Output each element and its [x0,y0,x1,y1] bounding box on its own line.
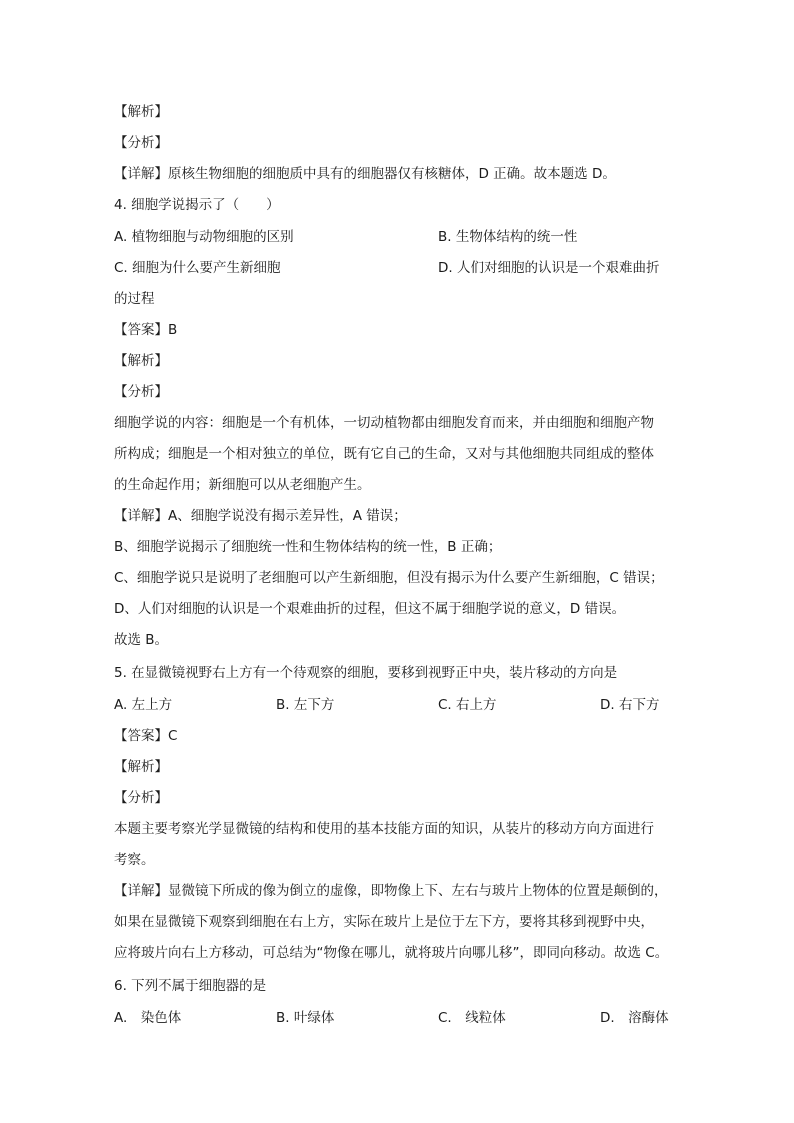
q6-stem: 6. 下列不属于细胞器的是 [114,978,267,994]
q6-option-a: A. 染色体 [114,1010,182,1026]
q4-jiexi-label: 【解析】 [114,353,168,369]
q4-analysis-line: 所构成；细胞是一个相对独立的单位，既有它自己的生命，又对与其他细胞共同组成的整体 [114,446,654,462]
q5-fenxi-label: 【分析】 [114,790,168,806]
q4-fenxi-label: 【分析】 [114,384,168,400]
q4-analysis-line: 细胞学说的内容：细胞是一个有机体，一切动植物都由细胞发育而来，并由细胞和细胞产物 [114,415,654,431]
q6-option-d: D. 溶酶体 [600,1010,669,1026]
q5-option-a: A. 左上方 [114,697,173,713]
q5-answer: 【答案】C [114,728,178,744]
q4-answer: 【答案】B [114,322,178,338]
q3-detail: 【详解】原核生物细胞的细胞质中具有的细胞器仅有核糖体，D 正确。故本题选 D。 [114,166,616,182]
q5-jiexi-label: 【解析】 [114,759,168,775]
q4-option-a: A. 植物细胞与动物细胞的区别 [114,229,294,245]
q5-analysis-line: 本题主要考察光学显微镜的结构和使用的基本技能方面的知识，从装片的移动方向方面进行 [114,821,654,837]
q4-option-b: B. 生物体结构的统一性 [438,229,578,245]
q4-detail-line: 【详解】A、细胞学说没有揭示差异性，A 错误； [114,508,407,524]
q5-detail-line: 【详解】显微镜下所成的像为倒立的虚像，即物像上下、左右与玻片上物体的位置是颠倒的， [114,883,668,899]
q5-option-d: D. 右下方 [600,697,660,713]
q5-detail-line: 应将玻片向右上方移动，可总结为“物像在哪儿，就将玻片向哪儿移”，即同向移动。故选 C。 [114,945,669,961]
q3-jiexi-label: 【解析】 [114,104,168,120]
q5-detail-line: 如果在显微镜下观察到细胞在右上方，实际在玻片上是位于左下方，要将其移到视野中央， [114,914,654,930]
q3-fenxi-label: 【分析】 [114,135,168,151]
q4-option-d-continuation: 的过程 [114,291,155,307]
q4-detail-line: 故选 B。 [114,632,169,648]
q5-stem: 5. 在显微镜视野右上方有一个待观察的细胞，要移到视野正中央，装片移动的方向是 [114,665,618,681]
q5-option-c: C. 右上方 [438,697,497,713]
q4-option-c: C. 细胞为什么要产生新细胞 [114,260,281,276]
q4-detail-line: D、人们对细胞的认识是一个艰难曲折的过程，但这不属于细胞学说的意义，D 错误。 [114,601,626,617]
q4-detail-line: B、细胞学说揭示了细胞统一性和生物体结构的统一性，B 正确； [114,539,502,555]
q5-option-b: B. 左下方 [276,697,335,713]
q4-detail-line: C、细胞学说只是说明了老细胞可以产生新细胞，但没有揭示为什么要产生新细胞，C 错误； [114,570,664,586]
q4-analysis-line: 的生命起作用；新细胞可以从老细胞产生。 [114,477,371,493]
q6-option-c: C. 线粒体 [438,1010,506,1026]
q4-option-d: D. 人们对细胞的认识是一个艰难曲折 [438,260,660,276]
q6-option-b: B. 叶绿体 [276,1010,335,1026]
q5-analysis-line: 考察。 [114,852,155,868]
q4-stem: 4. 细胞学说揭示了（ ） [114,197,280,213]
